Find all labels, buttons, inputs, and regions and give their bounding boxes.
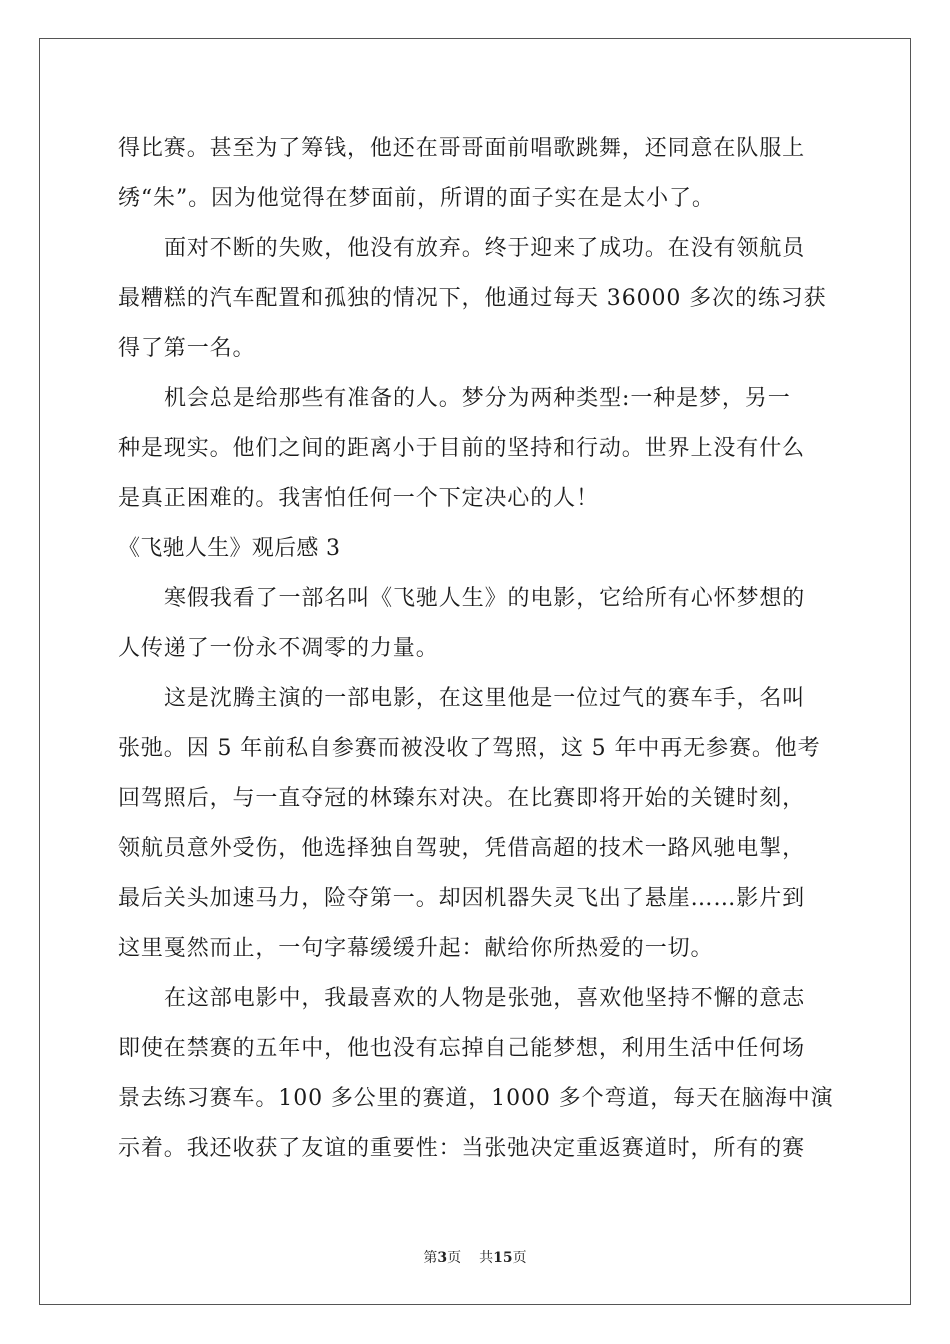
text-line: 是真正困难的。我害怕任何一个下定决心的人！ xyxy=(118,486,599,511)
text-line: 景去练习赛车。100 多公里的赛道，1000 多个弯道，每天在脑海中演 xyxy=(118,1086,834,1111)
text-line: 人传递了一份永不凋零的力量。 xyxy=(118,636,439,661)
total-page-count: 15 xyxy=(493,1250,513,1266)
paragraph-start: 面对不断的失败，他没有放弃。终于迎来了成功。在没有领航员 xyxy=(164,236,806,261)
section-heading: 《飞驰人生》观后感 3 xyxy=(118,536,341,561)
text-line: 回驾照后，与一直夺冠的林臻东对决。在比赛即将开始的关键时刻， xyxy=(118,786,806,811)
text-line: 即使在禁赛的五年中，他也没有忘掉自己能梦想，利用生活中任何场 xyxy=(118,1036,806,1061)
text-line: 这里戛然而止，一句字幕缓缓升起：献给你所热爱的一切。 xyxy=(118,936,714,961)
page-number-label: 第3页 xyxy=(423,1250,462,1266)
text-line: 示着。我还收获了友谊的重要性：当张弛决定重返赛道时，所有的赛 xyxy=(118,1136,806,1161)
text-line: 最后关头加速马力，险夺第一。却因机器失灵飞出了悬崖……影片到 xyxy=(118,886,806,911)
text-line: 种是现实。他们之间的距离小于目前的坚持和行动。世界上没有什么 xyxy=(118,436,806,461)
page-footer xyxy=(0,1247,950,1267)
text-line: 张弛。因 5 年前私自参赛而被没收了驾照，这 5 年中再无参赛。他考 xyxy=(118,736,821,761)
paragraph-start: 这是沈腾主演的一部电影，在这里他是一位过气的赛车手，名叫 xyxy=(164,686,806,711)
total-pages-label: 共15页 xyxy=(479,1250,527,1266)
paragraph-start: 寒假我看了一部名叫《飞驰人生》的电影，它给所有心怀梦想的 xyxy=(164,586,806,611)
text-line: 得比赛。甚至为了筹钱，他还在哥哥面前唱歌跳舞，还同意在队服上 xyxy=(118,136,806,161)
paragraph-start: 在这部电影中，我最喜欢的人物是张弛，喜欢他坚持不懈的意志 xyxy=(164,986,806,1011)
document-body xyxy=(118,124,834,1174)
text-line: 绣“朱”。因为他觉得在梦面前，所谓的面子实在是太小了。 xyxy=(118,186,715,211)
text-line: 得了第一名。 xyxy=(118,336,256,361)
paragraph-start: 机会总是给那些有准备的人。梦分为两种类型:一种是梦，另一 xyxy=(164,386,791,411)
text-line: 领航员意外受伤，他选择独自驾驶，凭借高超的技术一路风驰电掣， xyxy=(118,836,806,861)
current-page-number: 3 xyxy=(437,1250,448,1266)
text-line: 最糟糕的汽车配置和孤独的情况下，他通过每天 36000 多次的练习获 xyxy=(118,286,827,311)
